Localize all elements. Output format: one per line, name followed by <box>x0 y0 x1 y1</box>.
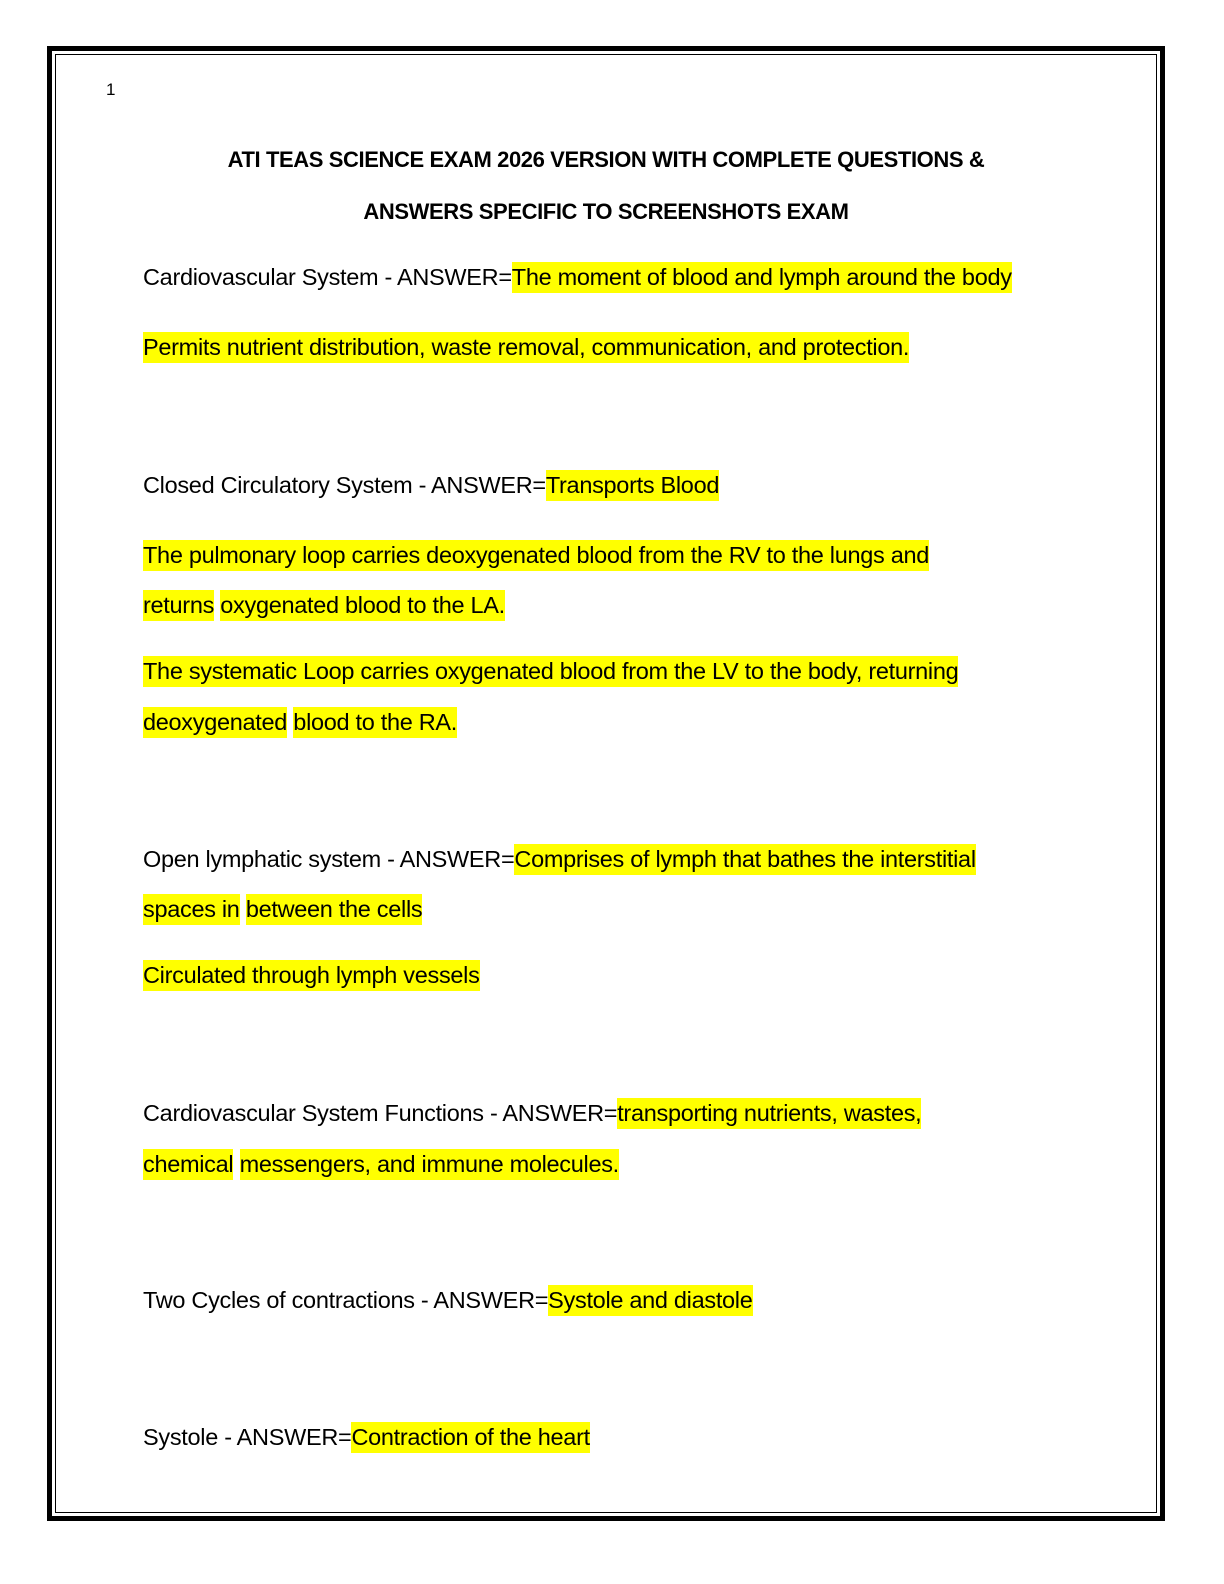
highlighted-answer: chemical <box>143 1149 233 1180</box>
question-term: Systole <box>143 1424 218 1450</box>
highlighted-answer: The systematic Loop carries oxygenated blood from the LV to the body, returning <box>143 656 958 687</box>
highlighted-answer: The moment of blood and lymph around the body <box>512 262 1012 293</box>
highlighted-answer: deoxygenated <box>143 707 287 738</box>
highlighted-answer: between the cells <box>246 894 423 925</box>
question-term: Two Cycles of contractions <box>143 1287 415 1313</box>
highlighted-answer: spaces in <box>143 894 240 925</box>
question-term: Cardiovascular System Functions <box>143 1100 484 1126</box>
highlighted-answer: Comprises of lymph that bathes the interstitial <box>514 844 975 875</box>
highlighted-answer: Circulated through lymph vessels <box>143 960 480 991</box>
question-term: Closed Circulatory System <box>143 472 413 498</box>
answer-line <box>143 960 480 990</box>
qa-question-line <box>143 262 1012 292</box>
qa-question-line <box>143 844 976 874</box>
answer-line <box>143 590 505 620</box>
question-term: Open lymphatic system <box>143 846 381 872</box>
highlighted-answer: messengers, and immune molecules. <box>240 1149 619 1180</box>
answer-line <box>143 707 457 737</box>
qa-question-line <box>143 470 719 500</box>
answer-marker: - ANSWER= <box>378 264 512 290</box>
document-title-line-2: ANSWERS SPECIFIC TO SCREENSHOTS EXAM <box>363 199 849 224</box>
answer-line <box>143 540 929 570</box>
answer-marker: - ANSWER= <box>380 846 515 872</box>
highlighted-answer: blood to the RA. <box>293 707 457 738</box>
highlighted-answer: Systole and diastole <box>548 1285 752 1316</box>
qa-question-line <box>143 1422 590 1452</box>
highlighted-answer: Permits nutrient distribution, waste removal, communication, and protection. <box>143 332 909 363</box>
question-term: Cardiovascular System <box>143 264 379 290</box>
highlighted-answer: The pulmonary loop carries deoxygenated blood from the RV to the lungs and <box>143 540 929 571</box>
answer-marker: - ANSWER= <box>412 472 546 498</box>
answer-line <box>143 332 909 362</box>
highlighted-answer: oxygenated blood to the LA. <box>220 590 505 621</box>
answer-line <box>143 1149 619 1179</box>
answer-line <box>143 656 958 686</box>
qa-question-line <box>143 1285 753 1315</box>
highlighted-answer: Transports Blood <box>546 470 719 501</box>
document-title-line-1: ATI TEAS SCIENCE EXAM 2026 VERSION WITH COMPLETE QUESTIONS & <box>227 147 985 172</box>
highlighted-answer: Contraction of the heart <box>351 1422 589 1453</box>
page-number: 1 <box>106 80 116 99</box>
highlighted-answer: transporting nutrients, wastes, <box>617 1098 921 1129</box>
answer-marker: - ANSWER= <box>217 1424 352 1450</box>
answer-marker: - ANSWER= <box>414 1287 549 1313</box>
answer-marker: - ANSWER= <box>483 1100 618 1126</box>
answer-line <box>143 894 422 924</box>
qa-question-line <box>143 1098 921 1128</box>
highlighted-answer: returns <box>143 590 214 621</box>
